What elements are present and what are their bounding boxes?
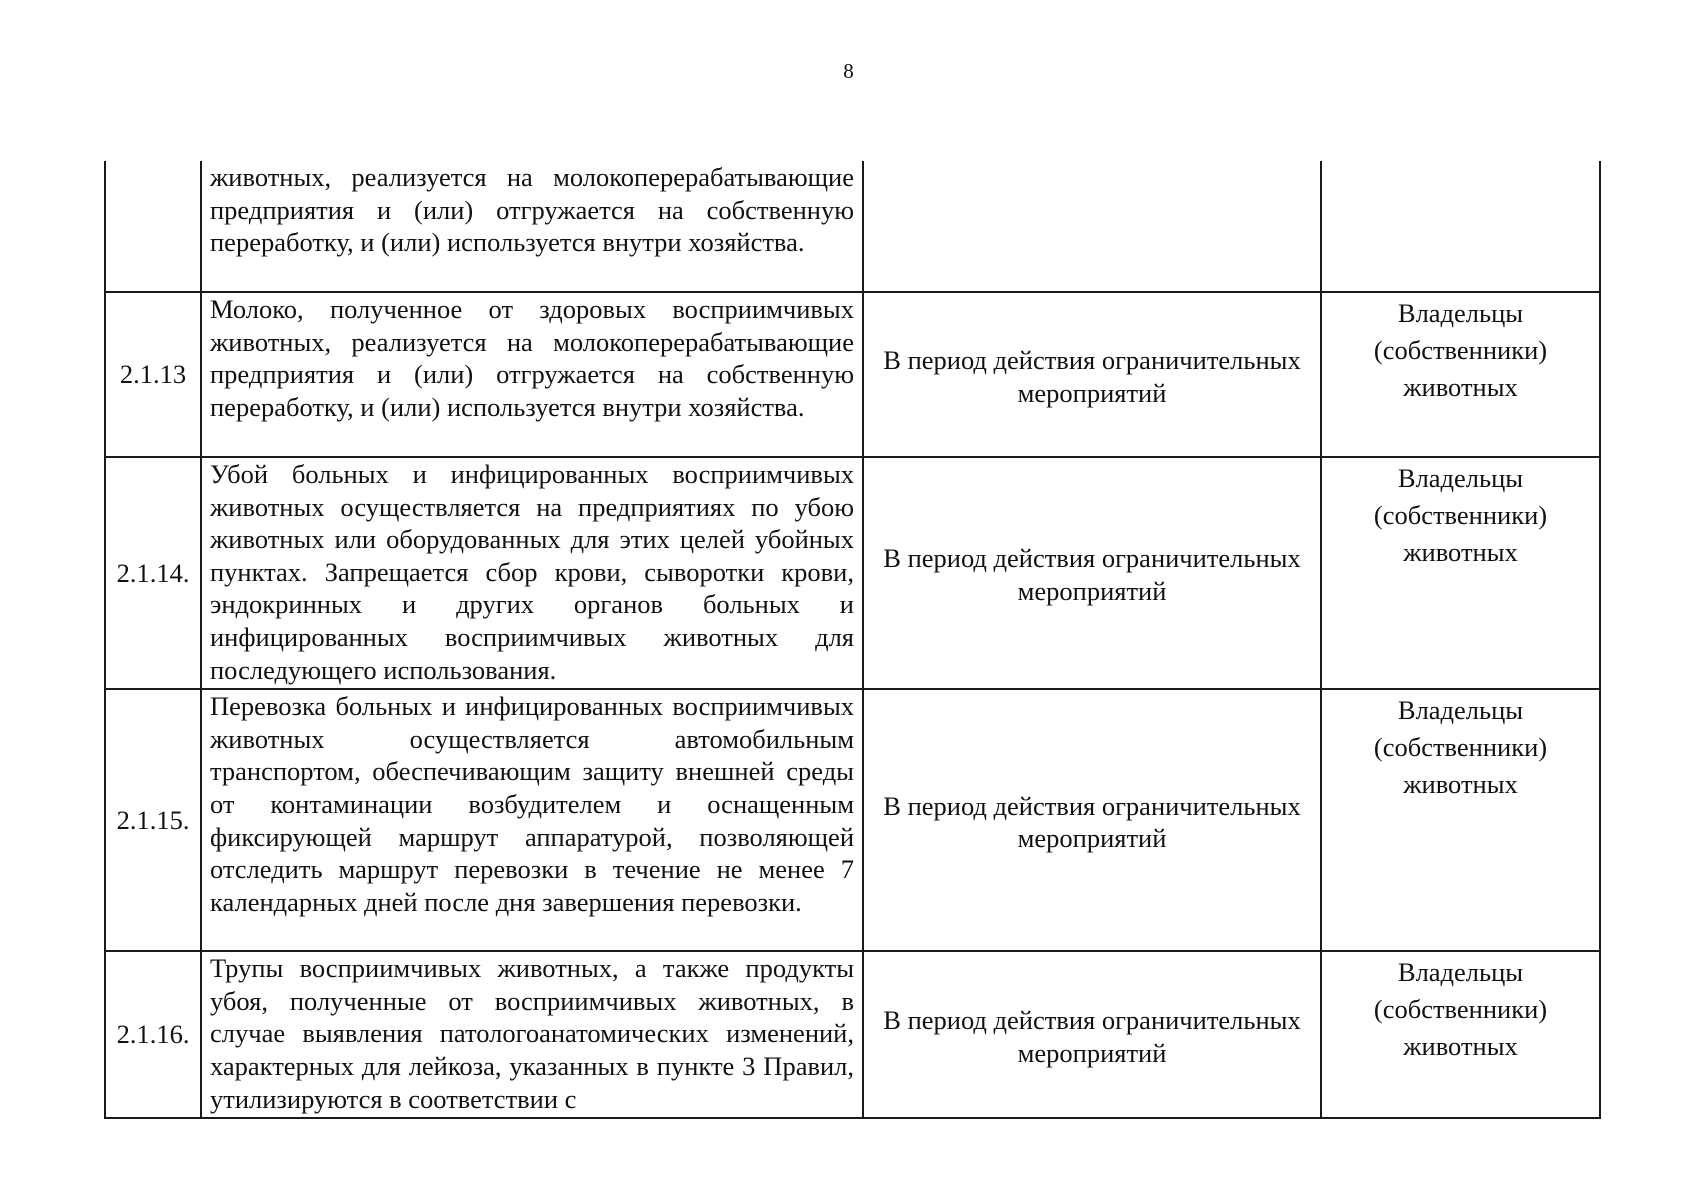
table-row <box>105 689 1600 951</box>
row-period-text: В период действия ограничительных мероприятий <box>883 1005 1301 1068</box>
row-description-text: животных, реализуется на молокоперерабатывающие предприятия и (или) отгружается на собственную переработку, и (или) используется внутри хозяйства. <box>210 162 854 258</box>
measures-table <box>104 161 1601 1119</box>
row-number: 2.1.14. <box>105 457 201 689</box>
page-number: 8 <box>843 59 854 83</box>
row-responsible <box>1321 689 1600 951</box>
row-description <box>201 292 863 457</box>
row-description-text: Трупы восприимчивых животных, а также продукты убоя, полученные от восприимчивых животных, в случае выявления патологоанатомических изменений, характерных для лейкоза, указанных в пункте 3 Правил, утилизируются в соответствии с <box>210 953 854 1114</box>
row-period <box>863 292 1321 457</box>
row-description <box>201 457 863 689</box>
table-row <box>105 951 1600 1118</box>
row-number <box>105 161 201 292</box>
row-responsible-text: Владельцы (собственники) животных <box>1373 463 1548 567</box>
row-period <box>863 457 1321 689</box>
row-responsible <box>1321 161 1600 292</box>
row-description-text: Убой больных и инфицированных восприимчивых животных осуществляется на предприятиях по убою животных или оборудованных для этих целей убойных пунктах. Запрещается сбор крови, сыворотки крови, эндокринных и других органов больных и инфицированных восприимчивых животных для последующего использования. <box>210 459 854 685</box>
row-period-text: В период действия ограничительных мероприятий <box>883 344 1301 408</box>
row-period-text: В период действия ограничительных мероприятий <box>883 543 1301 607</box>
row-responsible <box>1321 292 1600 457</box>
row-responsible <box>1321 951 1600 1118</box>
row-description <box>201 161 863 292</box>
table-row <box>105 457 1600 689</box>
row-responsible <box>1321 457 1600 689</box>
table-row <box>105 292 1600 457</box>
row-number: 2.1.13 <box>105 292 201 457</box>
row-description-text: Перевозка больных и инфицированных восприимчивых животных осуществляется автомобильным транспортом, обеспечивающим защиту внешней среды от контаминации возбудителем и оснащенным фиксирующей маршрут аппаратурой, позволяющей отследить маршрут перевозки в течение не менее 7 календарных дней после дня завершения перевозки. <box>210 691 854 917</box>
row-responsible-text: Владельцы (собственники) животных <box>1373 695 1548 800</box>
row-description-text: Молоко, полученное от здоровых восприимчивых животных, реализуется на молокоперерабатывающие предприятия и (или) отгружается на собственную переработку, и (или) используется внутри хозяйства. <box>210 294 854 422</box>
row-responsible-text: Владельцы (собственники) животных <box>1373 298 1548 402</box>
row-description <box>201 951 863 1118</box>
row-number: 2.1.15. <box>105 689 201 951</box>
row-period <box>863 161 1321 292</box>
row-responsible-text: Владельцы (собственники) животных <box>1373 957 1548 1062</box>
row-description <box>201 689 863 951</box>
row-period <box>863 689 1321 951</box>
row-period <box>863 951 1321 1118</box>
row-period-text: В период действия ограничительных мероприятий <box>883 790 1301 854</box>
table-row <box>105 161 1600 292</box>
row-number: 2.1.16. <box>105 951 201 1118</box>
